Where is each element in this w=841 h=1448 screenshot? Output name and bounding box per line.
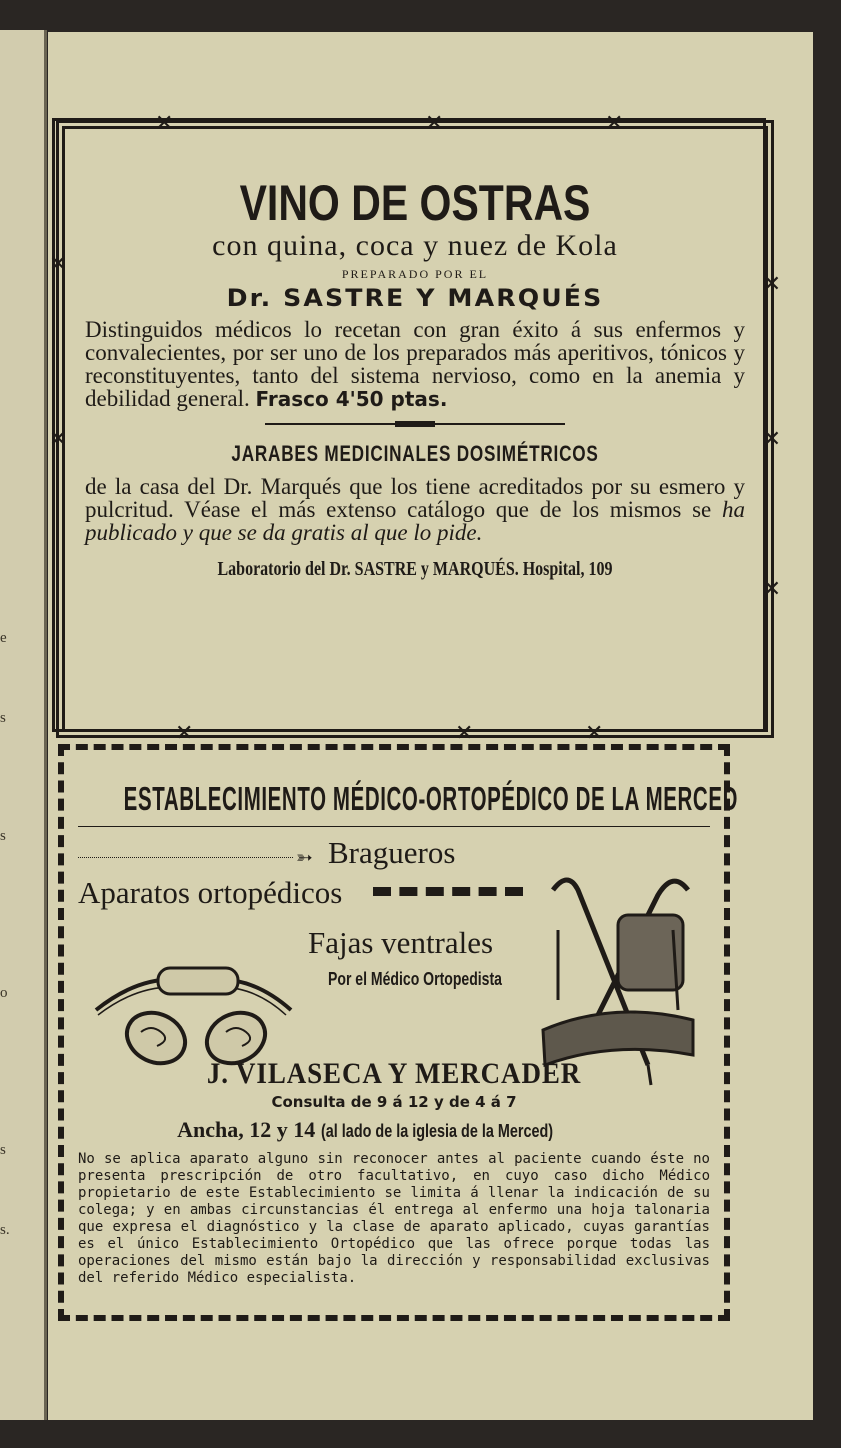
border-ornament-icon: ✕ [762, 272, 781, 297]
border-ornament-icon: ✕ [455, 721, 474, 746]
ad2-address-main: Ancha, 12 y 14 [177, 1117, 316, 1142]
ad2-row-bragueros [78, 835, 710, 875]
ad2-row-porel [78, 965, 710, 1001]
ad1-title: VINO DE OSTRAS [239, 175, 591, 231]
border-ornament-icon: ✕ [762, 427, 781, 452]
margin-letter: s [0, 828, 6, 844]
ad1-prepared-by: PREPARADO POR EL [341, 267, 489, 281]
ad2-fine-print: No se aplica aparato alguno sin reconocer antes al paciente cuando éste no presenta prescripción de otro facultativo, en cuyo caso dicho Médico propietario de este Establecimiento se limita á llenar la indicación de su colega; y en ambas circunstancias él entrega al enfermo una hoja talonaria que expresa el diagnóstico y la clase de aparato aplicado, cuyas garantías es el único Establecimiento Ortopédico que las ofrece porque todas las operaciones del mismo están bajo la dirección y responsabilidad exclusivas del referido Médico especialista. [78, 1151, 710, 1286]
ad2-title-rule [78, 826, 710, 827]
ad2-item-bragueros: Bragueros [328, 835, 456, 870]
ad2-doctor-name: J. VILASECA Y MERCADER [206, 1057, 582, 1090]
ad1-section-title: JARABES MEDICINALES DOSIMÉTRICOS [231, 441, 599, 466]
border-ornament-icon: ✕ [175, 721, 194, 746]
decorative-rule [373, 887, 523, 906]
margin-letter: s. [0, 1222, 10, 1238]
dotted-leader [78, 857, 293, 858]
border-ornament-icon: ✕ [762, 577, 781, 602]
ad1-body [85, 318, 745, 411]
ad2-row-fajas [78, 925, 710, 965]
margin-letter: o [0, 985, 8, 1001]
ad1-doctor: Dr. SASTRE Y MARQUÉS [226, 284, 604, 312]
border-ornament-icon: ✕ [49, 252, 68, 277]
ad1-section-body-italic: ha publicado y que se da gratis al que lo pide. [85, 497, 745, 545]
ad-establecimiento-ortopedico [58, 744, 738, 1321]
margin-letter: s [0, 1142, 6, 1158]
adjacent-page-edge [0, 30, 47, 1420]
book-page [48, 32, 813, 1420]
border-ornament-icon: ✕ [605, 111, 624, 136]
border-ornament-icon: ✕ [155, 111, 174, 136]
border-ornament-icon: ✕ [49, 427, 68, 452]
ad-vino-de-ostras [49, 111, 781, 746]
ad1-section-body-text: de la casa del Dr. Marqués que los tiene acreditados por su esmero y pulcritud. Véase el más extenso catálogo que de los mismos se [85, 474, 745, 522]
ad2-by-doctor: Por el Médico Ortopedista [328, 969, 502, 989]
border-ornament-icon: ✕ [585, 721, 604, 746]
ad1-lab-line: Laboratorio del Dr. SASTRE y MARQUÉS. Hospital, 109 [217, 558, 613, 580]
ad1-body-text: Distinguidos médicos lo recetan con gran éxito á sus enfermos y convalecientes, por ser uno de los preparados más aperitivos, tónicos y reconstituyentes, tanto del sistema nervioso, como en la anemia y debilidad general. [85, 317, 745, 411]
ad1-section-body [85, 475, 745, 544]
ad2-title: ESTABLECIMIENTO MÉDICO-ORTOPÉDICO DE LA MERCED [123, 780, 738, 817]
margin-letter: e [0, 630, 7, 646]
arrow-right-icon: ➳ [296, 847, 313, 869]
ad1-subtitle: con quina, coca y nuez de Kola [212, 229, 618, 262]
ad2-address [78, 1117, 710, 1143]
ad2-item-aparatos: Aparatos ortopédicos [78, 875, 343, 910]
ad2-hours: Consulta de 9 á 12 y de 4 á 7 [271, 1093, 517, 1111]
ad1-divider [265, 423, 565, 425]
ad1-price: Frasco 4'50 ptas. [255, 387, 448, 411]
border-ornament-icon: ✕ [425, 111, 444, 136]
ad2-address-note: (al lado de la iglesia de la Merced) [320, 1121, 553, 1141]
ad2-item-fajas: Fajas ventrales [308, 925, 494, 960]
margin-letter: s [0, 710, 6, 726]
